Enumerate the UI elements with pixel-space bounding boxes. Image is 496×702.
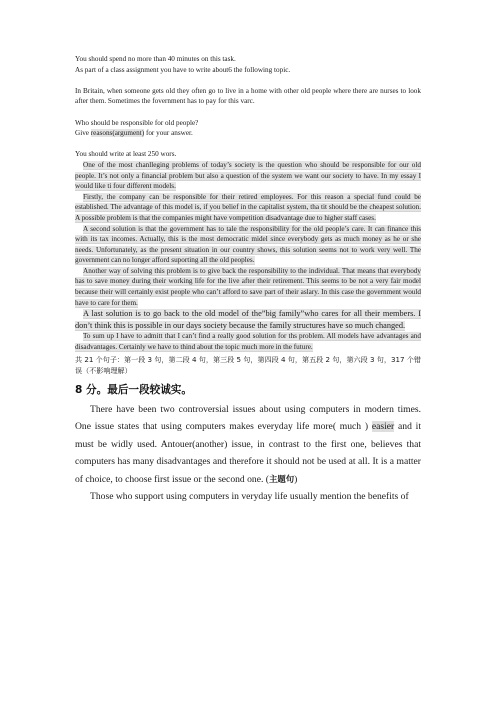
sample-paragraph-2: Those who support using computers in veryday life usually mention the benefits of (90, 491, 409, 503)
sample-p1-part-a: There have been two controversial issues about using computers in modern times. One issue states that using computers makes everyday life more( much ) (75, 403, 421, 433)
essay-paragraph-3-text: A second solution is that the government has to tale the responsibility for the old people’s care. It can finance this with its tax incomes. Actually, this is the most democratic midel since everybody gets as much money as he or she needs. Unfortunately, as the present situation in our country shows, this solution seems not to work very well. The government can no longer afford suporting all the old peoples. (75, 224, 421, 265)
prompt-reasons-mark: reasons(argument) (90, 129, 145, 138)
document-content (75, 54, 421, 506)
sample-paragraph-1 (75, 401, 421, 489)
essay-paragraph-2-text: Firstly, the company can be responsible for their retired employees. For this reason a special fund could be established. The advantage of this model is, if you belief in the capitalist system, tha tit should be the cheapest solution. A possible problem is that the companies might have vompetition disadvantage due to higher staff cases. (75, 192, 421, 222)
prompt-line-wordcount: You should write at least 250 wors. (75, 150, 177, 159)
sample-p1-highlight: easier (371, 421, 395, 433)
essay-paragraph-6 (75, 331, 421, 352)
prompt-line-assignment: As part of a class assignment you have to write about6 the following topic. (75, 65, 291, 74)
essay-paragraph-1 (75, 160, 421, 192)
essay-paragraph-2 (75, 192, 421, 224)
prompt-reasons-post: for your answer. (144, 129, 193, 138)
prompt-line-time: You should spend no more than 40 minutes on this task. (75, 55, 236, 63)
sample-p1-part-b: and it must be widly used. Antouer(another) issue, in contrast to the first one, believes that computers has many disadvantages and therefore it should not be used at all. It is a matter of choice, to choose first issue or the second one. ( (75, 421, 421, 485)
spacer (75, 75, 421, 86)
task-prompt (75, 54, 421, 160)
essay-paragraph-3 (75, 224, 421, 266)
essay-paragraph-5-text: A last solution is to go back to the old model of the”big family”who cares for all their members. I don’t think this is possible in our days society because the family structures have so much changed. (75, 309, 421, 330)
essay-paragraph-5 (75, 308, 421, 331)
student-essay (75, 160, 421, 353)
prompt-line-question: Who should be responsible for old people? (75, 118, 199, 127)
spacer (75, 107, 421, 118)
prompt-reasons-pre: Give (75, 129, 91, 138)
topic-sentence-label: 主题句 (268, 473, 295, 484)
prompt-line-reasons (75, 128, 421, 139)
sentence-stats: 共 21 个句子：第一段 3 句，第二段 4 句，第三段 5 句，第四段 4 句，第五段 2 句，第六段 3 句，317 个错误（不影响理解） (75, 354, 421, 376)
sample-p1-part-c: ) (294, 473, 298, 485)
essay-paragraph-4-text: Another way of solving this problem is to give back the responsibility to the individual. That means that everybody has to save money during their working life for the live after their retirement. This seems to be not a very fair model because their will certainly exist people who can’t afford to save part of their aslary. In this case the government would have to care for them. (75, 266, 421, 307)
essay-paragraph-4 (75, 266, 421, 308)
essay-paragraph-1-text: One of the most chanlleging problems of today’s society is the question who should be responsible for our old people. It’s not only a financial problem but also a question of the system we want our society to have. In my essay I would like ti four different models. (75, 160, 421, 191)
score-heading: 8 分。最后一段较诚实。 (75, 383, 192, 396)
sample-essay (75, 401, 421, 506)
spacer (75, 139, 421, 150)
prompt-line-context: In Britain, when someone gets old they often go to live in a home with other old people where there are nurses to look after them. Sometimes the fovernment has to pay for this varc. (75, 86, 421, 106)
essay-paragraph-6-text: To sum up I have to admitt that I can’t find a really good solution for ths problem. All models have advantages and disadvantages. Certainly we have to thind about the topic much more in the future. (75, 332, 421, 352)
